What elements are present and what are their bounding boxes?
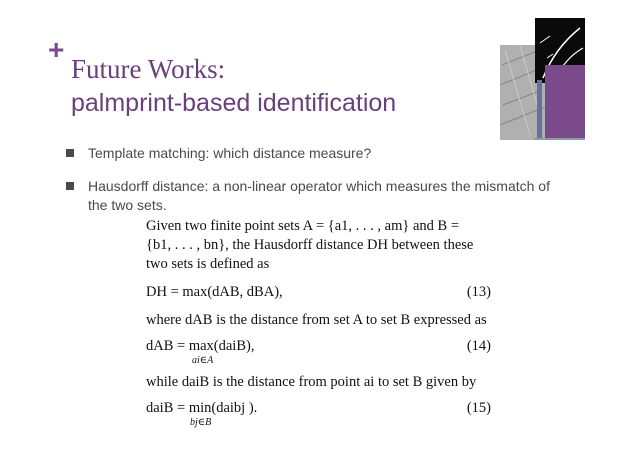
equation-15-number: (15)	[466, 400, 491, 416]
formula-text-line: while daiB is the distance from point ai to set B given by	[146, 374, 477, 390]
title-line-1: Future Works:	[71, 54, 226, 84]
bullet-square-icon	[66, 182, 74, 190]
bullet-text: Hausdorff distance: a non-linear operator which measures the mismatch of the two sets.	[88, 178, 550, 213]
bullet-item	[66, 177, 566, 217]
equation-14-expression: dAB = max(daiB),	[146, 338, 255, 354]
bullet-square-icon	[66, 149, 74, 157]
formula-intro-line: Given two finite point sets A = {a1, . . . , am} and B =	[146, 218, 459, 234]
slide-title	[71, 52, 491, 120]
equation-14-subscript: ai∈A	[192, 355, 214, 366]
bullet-text: Template matching: which distance measure?	[88, 145, 372, 161]
accent-underline	[534, 138, 585, 140]
equation-13-expression: DH = max(dAB, dBA),	[146, 284, 283, 300]
purple-accent-block	[545, 65, 585, 140]
formula-text-line: where dAB is the distance from set A to set B expressed as	[146, 312, 487, 328]
decorative-header-graphic	[500, 10, 585, 130]
equation-13-number: (13)	[466, 284, 491, 300]
equation-15-expression: daiB = min(daibj ).	[146, 400, 258, 416]
title-line-2: palmprint-based identification	[71, 89, 397, 117]
formula-intro-line: two sets is defined as	[146, 256, 270, 272]
formula-intro-line: {b1, . . . , bn}, the Hausdorff distance DH between these	[146, 237, 474, 253]
plus-icon: +	[48, 34, 65, 65]
equation-14-number: (14)	[466, 338, 491, 354]
equation-15-subscript: bj∈B	[190, 417, 212, 428]
vertical-accent-bar	[537, 80, 542, 138]
bullet-item	[66, 144, 566, 164]
